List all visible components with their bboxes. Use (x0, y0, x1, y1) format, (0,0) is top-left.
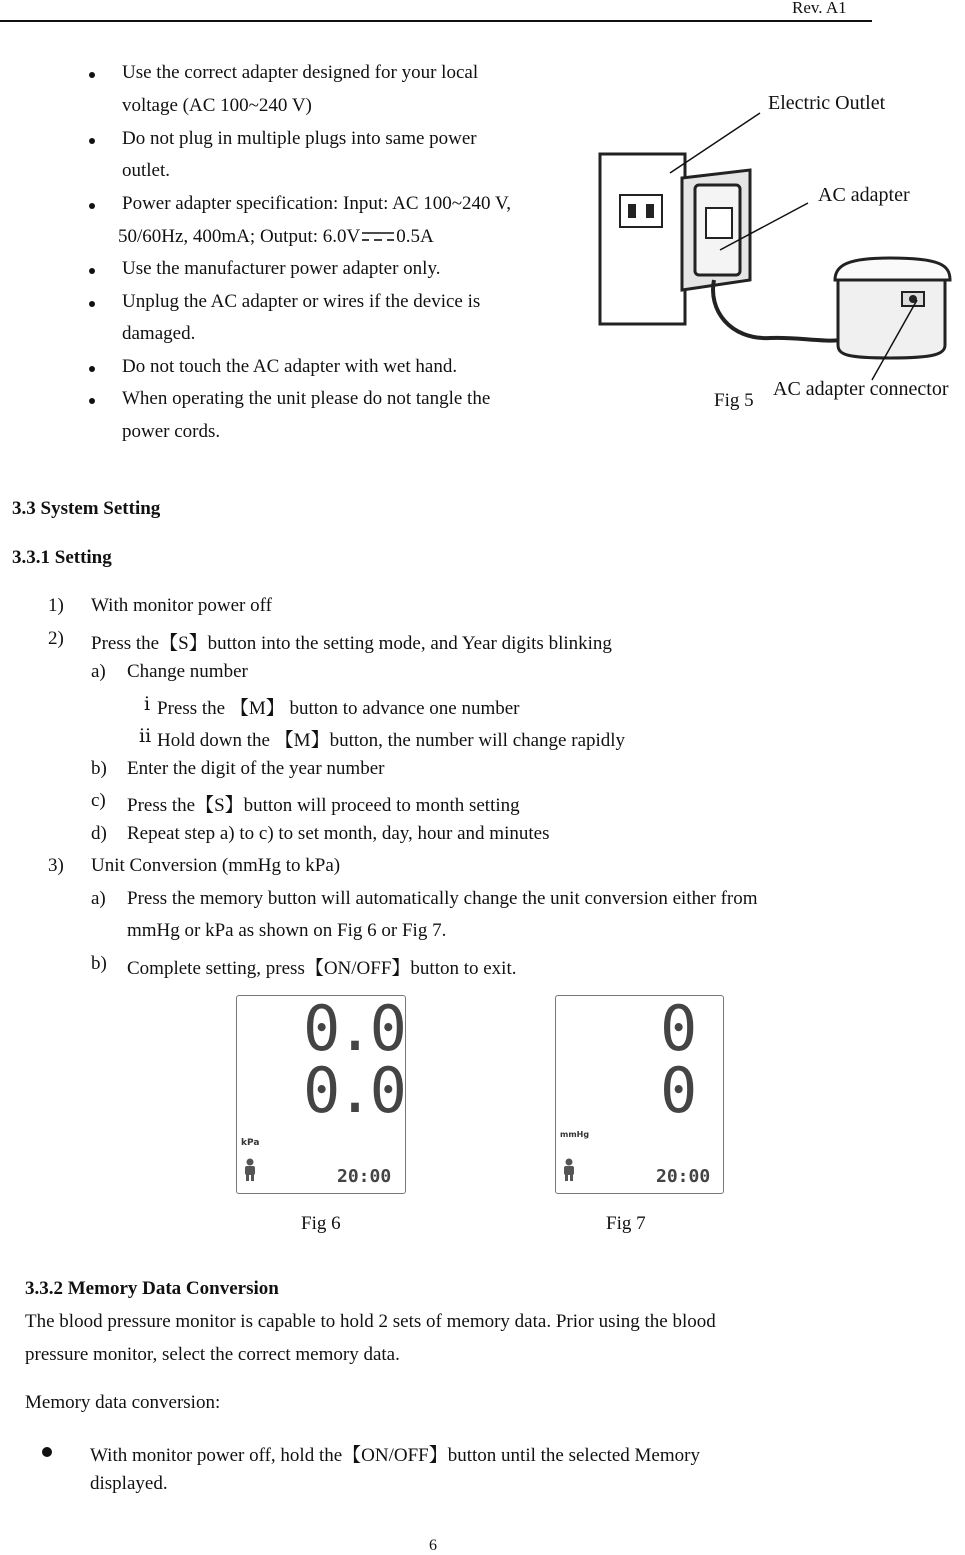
bullet-text: With monitor power off, hold the【ON/OFF】button until the selected Memory (90, 1445, 700, 1466)
step-text: Change number (127, 661, 248, 682)
step-text: With monitor power off (91, 595, 272, 616)
ac-adapter-label: AC adapter (818, 184, 910, 206)
step-number: ⅰ (144, 694, 151, 715)
reading-top: 0 (660, 992, 698, 1065)
bullet-text: voltage (AC 100~240 V) (122, 95, 312, 116)
bullet-dot (89, 138, 95, 144)
subsection-heading: 3.3.2 Memory Data Conversion (25, 1278, 279, 1299)
lcd-display-kpa (236, 992, 406, 1194)
paragraph-line: pressure monitor, select the correct memory data. (25, 1344, 400, 1365)
bullet-text: 50/60Hz, 400mA; Output: 6.0V 0.5A (118, 226, 434, 247)
bullet-dot (89, 398, 95, 404)
step-number: ⅱ (139, 726, 152, 747)
section-heading: 3.3 System Setting (12, 498, 161, 519)
paragraph-line: The blood pressure monitor is capable to hold 2 sets of memory data. Prior using the blood (25, 1311, 716, 1332)
bullet-text: When operating the unit please do not tangle the (122, 388, 491, 409)
connector-label: AC adapter connector (773, 378, 949, 400)
fig5-caption: Fig 5 (714, 390, 754, 411)
step-text: Press the memory button will automatically change the unit conversion either from (127, 888, 758, 909)
step-text: Unit Conversion (mmHg to kPa) (91, 855, 341, 876)
bullet-dot (89, 72, 95, 78)
step-number: d) (91, 823, 107, 844)
subsection-heading: 3.3.1 Setting (12, 547, 112, 568)
bullet-text: damaged. (122, 323, 196, 344)
electric-outlet-label: Electric Outlet (768, 92, 886, 114)
reading-bottom: 0.0 (303, 1054, 403, 1127)
dc-symbol-icon (360, 228, 396, 244)
step-text: Repeat step a) to c) to set month, day, hour and minutes (127, 823, 550, 844)
revision-label: Rev. A1 (792, 0, 847, 17)
page-number: 6 (429, 1537, 437, 1554)
bullet-text: Do not touch the AC adapter with wet hand. (122, 356, 458, 377)
bullet-text: Power adapter specification: Input: AC 100~240 V, (122, 193, 511, 214)
unit-label: kPa (241, 1138, 260, 1148)
step-text: Hold down the 【M】button, the number will change rapidly (157, 730, 626, 751)
step-text: Press the【S】button into the setting mode, and Year digits blinking (91, 633, 612, 654)
clock: 20:00 (337, 1166, 392, 1187)
step-number: 1) (48, 595, 64, 616)
fig6-caption: Fig 6 (301, 1213, 341, 1234)
bullet-text: displayed. (90, 1473, 168, 1494)
lcd-display-mmhg (555, 992, 724, 1194)
reading-bottom: 0 (660, 1054, 698, 1127)
step-number: a) (91, 661, 106, 682)
step-text: Press the【S】button will proceed to month setting (127, 795, 520, 816)
header-rule (0, 20, 872, 22)
bullet-dot (89, 366, 95, 372)
step-number: b) (91, 758, 107, 779)
step-number: 2) (48, 628, 64, 649)
bullet-text: Use the correct adapter designed for your local (122, 62, 479, 83)
user-icon (243, 1158, 257, 1182)
bullet-text: Do not plug in multiple plugs into same power (122, 128, 477, 149)
paragraph-line: Memory data conversion: (25, 1392, 221, 1413)
clock: 20:00 (656, 1166, 711, 1187)
step-number: b) (91, 953, 107, 974)
reading-top: 0.0 (303, 992, 403, 1065)
bullet-dot (89, 268, 95, 274)
bullet-dot (89, 203, 95, 209)
bullet-text: power cords. (122, 421, 221, 442)
fig7-caption: Fig 7 (606, 1213, 646, 1234)
step-number: c) (91, 790, 106, 811)
step-text: mmHg or kPa as shown on Fig 6 or Fig 7. (127, 920, 447, 941)
step-text: Complete setting, press【ON/OFF】button to exit. (127, 958, 517, 979)
callout-lines (660, 105, 920, 385)
unit-label: mmHg (560, 1130, 590, 1139)
step-text: Press the 【M】 button to advance one number (157, 698, 520, 719)
bullet-dot (89, 301, 95, 307)
step-number: 3) (48, 855, 64, 876)
user-icon (562, 1158, 576, 1182)
step-number: a) (91, 888, 106, 909)
step-text: Enter the digit of the year number (127, 758, 385, 779)
bullet-text: Use the manufacturer power adapter only. (122, 258, 441, 279)
bullet-dot (42, 1447, 52, 1457)
bullet-text: outlet. (122, 160, 171, 181)
bullet-text: Unplug the AC adapter or wires if the device is (122, 291, 481, 312)
